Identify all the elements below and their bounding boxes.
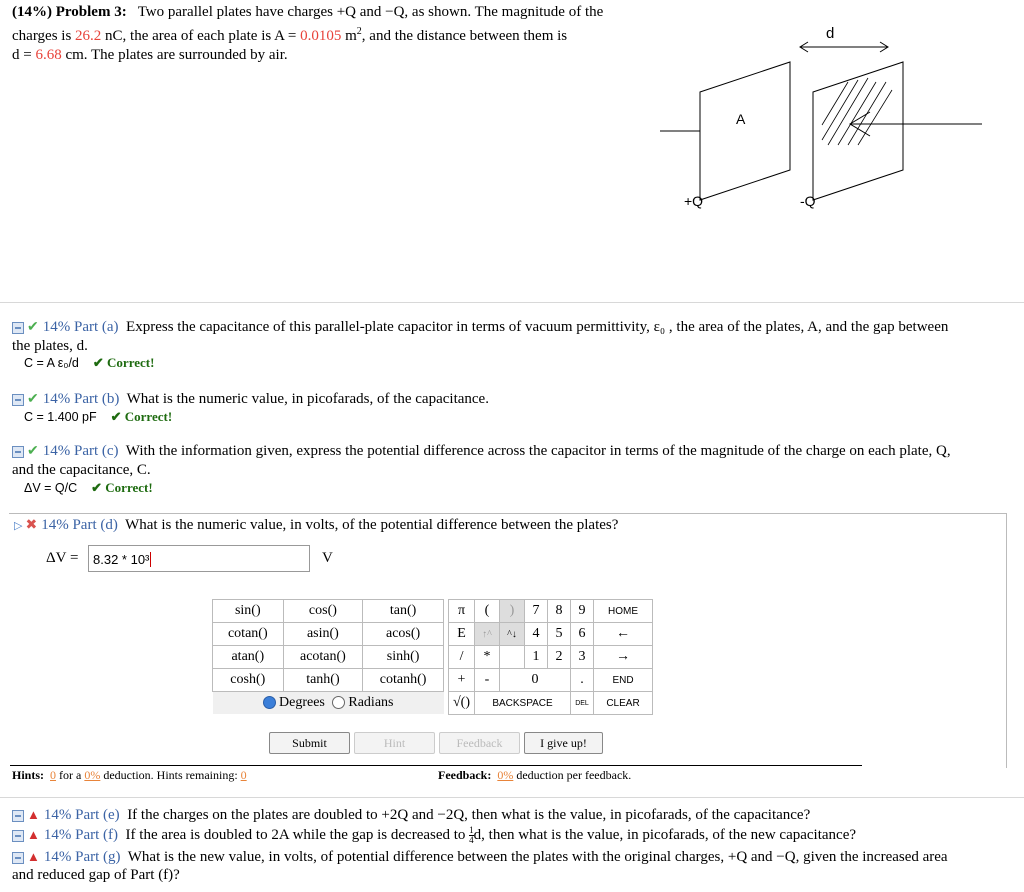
radians-label: Radians — [348, 695, 394, 710]
feedback-label: Feedback: — [438, 768, 492, 782]
key-del[interactable]: DEL — [571, 692, 594, 715]
key-star[interactable]: * — [475, 646, 500, 669]
feedback-deduction: 0% — [497, 768, 514, 782]
hints-label: Hints: — [12, 768, 45, 782]
key-sqrt[interactable]: √() — [449, 692, 475, 715]
problem-text-3a: d = — [12, 47, 36, 63]
feedback-text: deduction per feedback. — [513, 768, 632, 782]
key-2[interactable]: 2 — [548, 646, 571, 669]
capacitor-figure — [650, 20, 1010, 220]
part-c-answer-row — [24, 480, 153, 496]
part-g — [12, 848, 1012, 884]
key-7[interactable]: 7 — [525, 600, 548, 623]
feedback-button[interactable]: Feedback — [439, 732, 520, 754]
collapse-icon[interactable] — [12, 394, 24, 406]
key-lparen[interactable]: ( — [475, 600, 500, 623]
part-c-status: ✔ Correct! — [91, 480, 153, 495]
part-b-question: What is the numeric value, in picofarads, of the capacitance. — [126, 391, 489, 407]
part-c-answer: ΔV = Q/C — [24, 481, 78, 495]
fraction-num: 1 — [469, 825, 474, 836]
divider — [0, 797, 1024, 798]
key-3[interactable]: 3 — [571, 646, 594, 669]
key-dot[interactable]: . — [571, 669, 594, 692]
key-down[interactable]: ^↓ — [500, 623, 525, 646]
part-a — [12, 318, 1012, 355]
key-cotan[interactable]: cotan() — [213, 623, 284, 646]
part-d — [14, 516, 1004, 535]
key-asin[interactable]: asin() — [283, 623, 363, 646]
collapse-icon[interactable] — [12, 810, 24, 822]
part-d-question: What is the numeric value, in volts, of the potential difference between the plates? — [125, 517, 619, 533]
key-9[interactable]: 9 — [571, 600, 594, 623]
area-exponent: 2 — [356, 26, 362, 37]
part-b-answer-row — [24, 409, 172, 425]
hints-deduction-text: deduction. Hints remaining: — [100, 768, 241, 782]
label-minus-q: -Q — [800, 193, 816, 209]
problem-text-3b: cm. The plates are surrounded by air. — [61, 47, 288, 63]
feedback-info — [438, 768, 631, 783]
key-6[interactable]: 6 — [571, 623, 594, 646]
part-a-answer-row — [24, 355, 154, 371]
key-tan[interactable]: tan() — [363, 600, 444, 623]
key-end[interactable]: END — [594, 669, 653, 692]
key-1[interactable]: 1 — [525, 646, 548, 669]
label-plus-q: +Q — [684, 193, 704, 209]
warning-icon: ▲ — [27, 849, 40, 864]
key-sinh[interactable]: sinh() — [363, 646, 444, 669]
collapse-icon[interactable] — [12, 852, 24, 864]
part-c — [12, 442, 1012, 479]
part-f-question-2: d, then what is the value, in picofarads, of the new capacitance? — [473, 827, 857, 843]
divider — [0, 302, 1024, 303]
part-g-question-2: and reduced gap of Part (f)? — [12, 867, 180, 883]
key-cosh[interactable]: cosh() — [213, 669, 284, 692]
fraction-den: 4 — [469, 835, 474, 846]
key-5[interactable]: 5 — [548, 623, 571, 646]
right-plate — [813, 62, 903, 200]
part-c-title: 14% Part (c) — [42, 443, 119, 459]
key-atan[interactable]: atan() — [213, 646, 284, 669]
problem-text-1: Two parallel plates have charges +Q and −Q, as shown. The magnitude of the — [137, 4, 604, 20]
distance-value: 6.68 — [35, 47, 62, 63]
part-a-question: Express the capacitance of this parallel-plate capacitor in terms of vacuum permittivity, ε₀ , the area of the plates, A, and the gap between — [126, 319, 949, 335]
collapse-icon[interactable] — [12, 830, 24, 842]
area-value: 0.0105 — [300, 28, 342, 44]
key-acotan[interactable]: acotan() — [283, 646, 363, 669]
key-plus[interactable]: + — [449, 669, 475, 692]
part-b-status: ✔ Correct! — [110, 409, 173, 424]
hint-button[interactable]: Hint — [354, 732, 435, 754]
part-b-answer: C = 1.400 pF — [24, 410, 97, 424]
key-cotanh[interactable]: cotanh() — [363, 669, 444, 692]
check-icon: ✔ — [27, 320, 39, 335]
key-8[interactable]: 8 — [548, 600, 571, 623]
number-keypad — [448, 599, 653, 715]
play-icon[interactable]: ▷ — [14, 520, 23, 532]
x-icon: ✖ — [25, 518, 38, 533]
key-rparen[interactable]: ) — [500, 600, 525, 623]
problem-header: (14%) Problem 3: — [12, 4, 127, 20]
answer-input-value: 8.32 * 10³ — [93, 552, 150, 567]
collapse-icon[interactable] — [12, 446, 24, 458]
unit-label: V — [322, 550, 333, 566]
key-slash[interactable]: / — [449, 646, 475, 669]
key-pi[interactable]: π — [449, 600, 475, 623]
part-a-status: ✔ Correct! — [92, 355, 155, 370]
warning-icon: ▲ — [27, 827, 40, 842]
part-f — [12, 826, 1012, 845]
charge-value: 26.2 — [75, 28, 102, 44]
hints-for-a: for a — [56, 768, 85, 782]
part-c-question-2: and the capacitance, C. — [12, 462, 151, 478]
label-d: d — [826, 25, 835, 42]
hints-info — [12, 768, 247, 783]
part-e-question: If the charges on the plates are doubled to +2Q and −2Q, then what is the value, in picofarads, of the capacitance? — [127, 807, 811, 823]
key-right[interactable]: → — [594, 646, 653, 669]
hints-deduction: 0% — [84, 768, 101, 782]
check-icon: ✔ — [27, 392, 39, 407]
part-c-question: With the information given, express the potential difference across the capacitor in terms of the magnitude of the charge on each plate, Q, — [125, 443, 951, 459]
function-keypad — [212, 599, 444, 714]
part-f-question-1: If the area is doubled to 2A while the gap is decreased to — [125, 827, 470, 843]
answer-input[interactable] — [88, 545, 310, 572]
text-cursor — [150, 552, 151, 567]
key-home[interactable]: HOME — [594, 600, 653, 623]
part-d-title: 14% Part (d) — [41, 517, 118, 533]
part-e-title: 14% Part (e) — [43, 807, 120, 823]
part-g-title: 14% Part (g) — [43, 849, 121, 865]
part-a-question-2: the plates, d. — [12, 338, 88, 354]
problem-text-2a: charges is — [12, 28, 76, 44]
submit-button[interactable]: Submit — [269, 732, 350, 754]
radians-radio[interactable] — [332, 696, 345, 709]
label-A: A — [736, 111, 746, 127]
angle-mode — [213, 692, 444, 715]
key-backspace[interactable]: BACKSPACE — [475, 692, 571, 715]
degrees-label: Degrees — [279, 695, 325, 710]
part-a-answer: C = A ε₀/d — [24, 356, 79, 370]
key-tanh[interactable]: tanh() — [283, 669, 363, 692]
problem-text-2c: m — [341, 28, 357, 44]
problem-statement — [12, 3, 652, 65]
hints-remaining: 0 — [240, 768, 247, 782]
key-4[interactable]: 4 — [525, 623, 548, 646]
key-blank — [500, 646, 525, 669]
part-b-title: 14% Part (b) — [42, 391, 120, 407]
hints-count: 0 — [50, 768, 57, 782]
key-cos[interactable]: cos() — [283, 600, 363, 623]
collapse-icon[interactable] — [12, 322, 24, 334]
part-e — [12, 806, 1012, 824]
part-b — [12, 390, 1012, 409]
key-up[interactable]: ↑^ — [475, 623, 500, 646]
warning-icon: ▲ — [27, 807, 40, 822]
key-0[interactable]: 0 — [500, 669, 571, 692]
problem-text-2d: , and the distance between them is — [361, 28, 568, 44]
key-sin[interactable]: sin() — [213, 600, 284, 623]
left-plate — [700, 62, 790, 200]
key-minus[interactable]: - — [475, 669, 500, 692]
delta-v-label: ΔV = — [46, 550, 79, 566]
problem-text-2b: nC, the area of each plate is A = — [101, 28, 301, 44]
hints-feedback-bar — [10, 765, 862, 766]
key-e[interactable]: E — [449, 623, 475, 646]
key-acos[interactable]: acos() — [363, 623, 444, 646]
part-f-title: 14% Part (f) — [43, 827, 119, 843]
part-g-question: What is the new value, in volts, of potential difference between the plates with the original charges, +Q and −Q, given the increased area — [127, 849, 948, 865]
give-up-button[interactable]: I give up! — [524, 732, 603, 754]
key-clear[interactable]: CLEAR — [594, 692, 653, 715]
key-left[interactable]: ← — [594, 623, 653, 646]
check-icon: ✔ — [27, 444, 39, 459]
degrees-radio[interactable] — [263, 696, 276, 709]
part-a-title: 14% Part (a) — [42, 319, 119, 335]
